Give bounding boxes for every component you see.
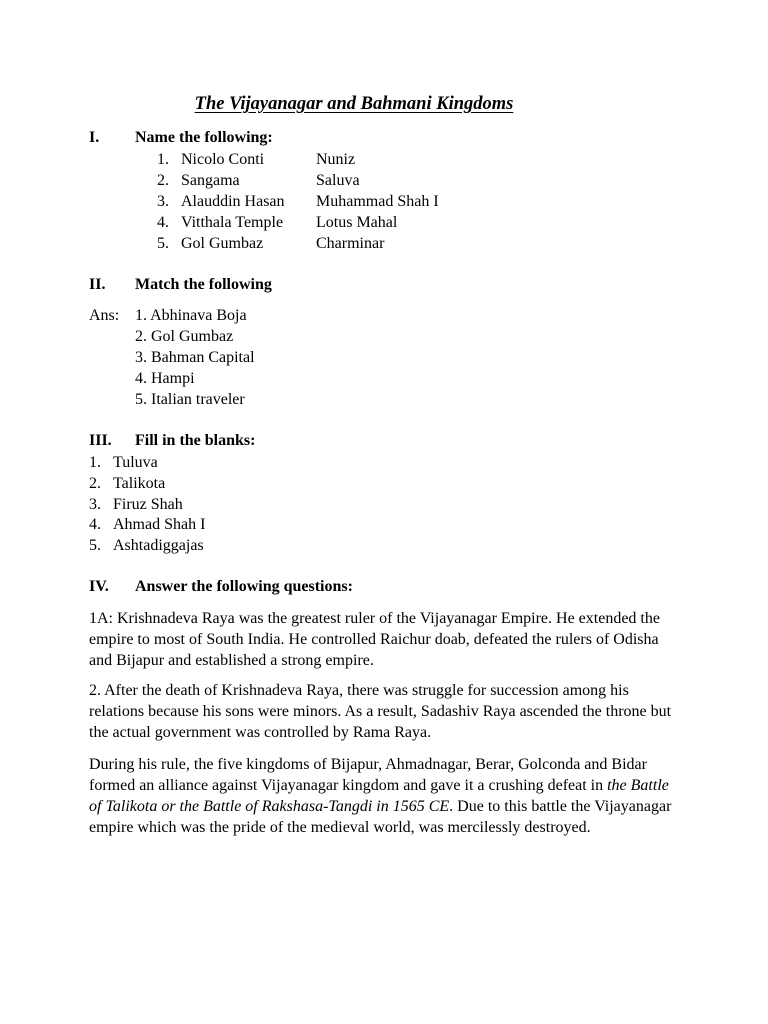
blank-item-text: Tuluva: [113, 454, 158, 471]
match-item: 4. Hampi: [135, 370, 195, 387]
section-1-row-left: Vitthala Temple: [181, 214, 284, 231]
section-4-numeral: IV.: [89, 578, 109, 595]
section-1-row-num: 5.: [157, 235, 169, 252]
section-4-title: Answer the following questions:: [135, 578, 353, 595]
blank-item-num: 2.: [89, 475, 101, 492]
match-item: 1. Abhinava Boja: [135, 307, 247, 324]
section-1-row-num: 2.: [157, 172, 169, 189]
section-1-row-right: Charminar: [316, 235, 385, 252]
section-1-row-left: Gol Gumbaz: [181, 235, 264, 252]
answer-paragraph-3-text: [89, 754, 679, 838]
answer-paragraph-1: [89, 608, 679, 671]
document-title: The Vijayanagar and Bahmani Kingdoms: [194, 94, 514, 114]
section-1-row-right: Lotus Mahal: [316, 214, 398, 231]
section-1-row-left: Nicolo Conti: [181, 151, 265, 168]
section-1-row-left: Alauddin Hasan: [181, 193, 285, 210]
section-1-title: Name the following:: [135, 129, 273, 146]
answer-paragraph-2-text: 2. After the death of Krishnadeva Raya, there was struggle for succession among his relations because his sons were minors. As a result, Sadashiv Raya ascended the throne but the actual government was controlled by Rama Raya.: [89, 682, 672, 741]
blank-item-num: 4.: [89, 516, 101, 533]
section-1-row-right: Nuniz: [316, 151, 356, 168]
answer-paragraph-3: [89, 754, 679, 838]
blank-item-text: Ashtadiggajas: [113, 537, 204, 554]
answer-paragraph-2: [89, 680, 679, 743]
blank-item-text: Talikota: [113, 475, 166, 492]
answer-paragraph-1-text: 1A: Krishnadeva Raya was the greatest ruler of the Vijayanagar Empire. He extended the empire to most of South India. He controlled Raichur doab, defeated the rulers of Odisha and Bijapur and established a strong empire.: [89, 610, 660, 669]
section-1-row-right: Muhammad Shah I: [316, 193, 439, 210]
match-item: 3. Bahman Capital: [135, 349, 255, 366]
section-1-row-left: Sangama: [181, 172, 240, 189]
section-3-numeral: III.: [89, 432, 112, 449]
answer-label: Ans:: [89, 307, 120, 324]
match-item: 2. Gol Gumbaz: [135, 328, 234, 345]
battle-italic-text: the Battle of Talikota or the Battle of Rakshasa-Tangdi in 1565 CE: [89, 777, 669, 815]
paragraph-3-start: During his rule, the five kingdoms of Bijapur, Ahmadnagar, Berar, Golconda and Bidar formed an alliance against Vijayanagar kingdom and gave it a crushing defeat in: [89, 756, 647, 794]
section-1-numeral: I.: [89, 129, 100, 146]
blank-item-text: Ahmad Shah I: [113, 516, 206, 533]
match-item: 5. Italian traveler: [135, 391, 245, 408]
section-2-numeral: II.: [89, 276, 106, 293]
blank-item-num: 3.: [89, 496, 101, 513]
section-1-row-num: 1.: [157, 151, 169, 168]
section-1-row-num: 4.: [157, 214, 169, 231]
section-1-row-right: Saluva: [316, 172, 360, 189]
section-1-row-num: 3.: [157, 193, 169, 210]
section-3-title: Fill in the blanks:: [135, 432, 256, 449]
blank-item-num: 1.: [89, 454, 101, 471]
section-2-title: Match the following: [135, 276, 272, 293]
blank-item-text: Firuz Shah: [113, 496, 183, 513]
blank-item-num: 5.: [89, 537, 101, 554]
paragraph-3-end: . Due to this battle the Vijayanagar empire which was the pride of the medieval world, was mercilessly destroyed.: [89, 798, 672, 836]
